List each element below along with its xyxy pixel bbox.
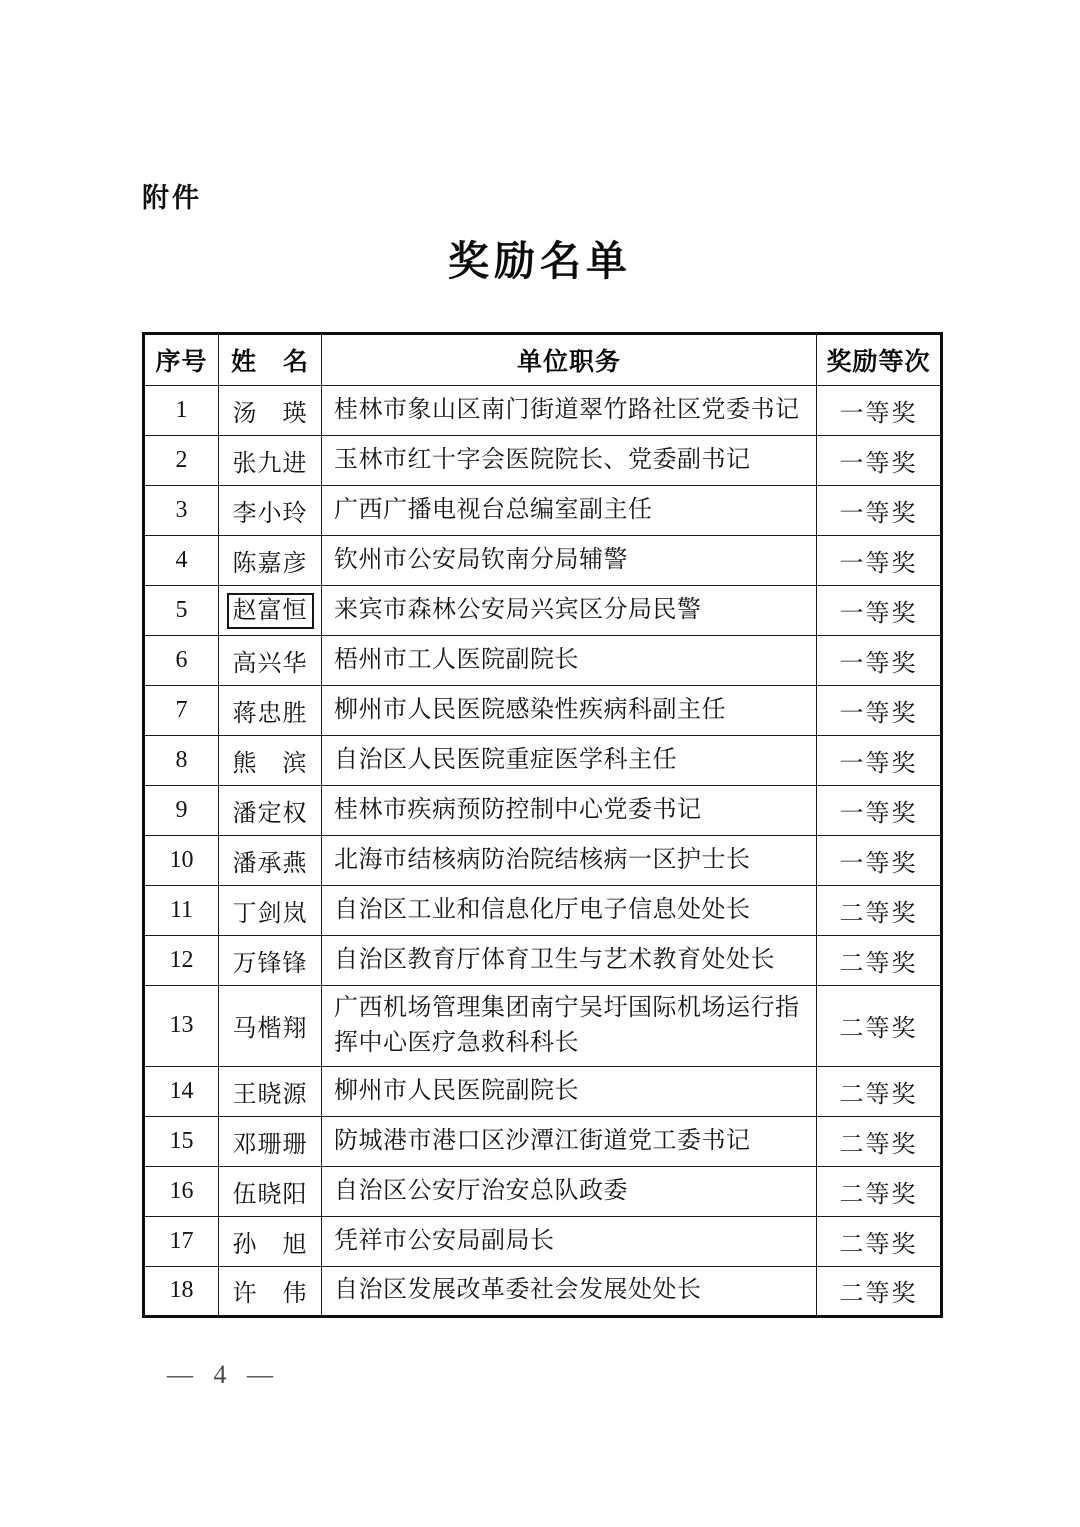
cell-award: 二等奖 [817,1166,942,1216]
cell-position: 玉林市红十字会医院院长、党委副书记 [322,436,817,486]
cell-index: 11 [144,886,219,936]
cell-award: 一等奖 [817,786,942,836]
cell-index: 18 [144,1266,219,1316]
cell-award: 二等奖 [817,1066,942,1116]
table-row [144,736,942,786]
attachment-label: 附件 [142,183,202,213]
cell-award: 一等奖 [817,736,942,786]
cell-name: 邓珊珊 [219,1116,322,1166]
cell-position: 柳州市人民医院感染性疾病科副主任 [322,686,817,736]
cell-award: 一等奖 [817,436,942,486]
cell-name: 丁剑岚 [219,886,322,936]
table-row [144,536,942,586]
cell-name [219,586,322,636]
cell-position: 自治区发展改革委社会发展处处长 [322,1266,817,1316]
cell-name: 马楷翔 [219,986,322,1067]
table-row [144,636,942,686]
cell-name: 万锋锋 [219,936,322,986]
cell-award: 一等奖 [817,586,942,636]
header-cell-name: 姓 名 [219,334,322,386]
table-row [144,1166,942,1216]
cell-name: 张九进 [219,436,322,486]
cell-position: 梧州市工人医院副院长 [322,636,817,686]
cell-index: 8 [144,736,219,786]
table-row [144,586,942,636]
cell-name: 许 伟 [219,1266,322,1316]
cell-index: 9 [144,786,219,836]
cell-award: 一等奖 [817,636,942,686]
cell-award: 二等奖 [817,886,942,936]
table-row [144,486,942,536]
cell-name: 孙 旭 [219,1216,322,1266]
cell-position: 广西机场管理集团南宁吴圩国际机场运行指挥中心医疗急救科科长 [322,986,817,1067]
cell-index: 5 [144,586,219,636]
cell-position: 北海市结核病防治院结核病一区护士长 [322,836,817,886]
cell-position: 钦州市公安局钦南分局辅警 [322,536,817,586]
cell-position: 来宾市森林公安局兴宾区分局民警 [322,586,817,636]
cell-award: 一等奖 [817,836,942,886]
cell-award: 二等奖 [817,936,942,986]
header-cell-position: 单位职务 [322,334,817,386]
table-row [144,1266,942,1316]
cell-name: 伍晓阳 [219,1166,322,1216]
table-row [144,836,942,886]
cell-index: 12 [144,936,219,986]
cell-index: 7 [144,686,219,736]
cell-name: 潘承燕 [219,836,322,886]
cell-award: 一等奖 [817,386,942,436]
cell-name: 李小玲 [219,486,322,536]
cell-position: 桂林市疾病预防控制中心党委书记 [322,786,817,836]
cell-position: 广西广播电视台总编室副主任 [322,486,817,536]
cell-index: 17 [144,1216,219,1266]
header-cell-award: 奖励等次 [817,334,942,386]
table-row [144,1066,942,1116]
cell-position: 自治区工业和信息化厅电子信息处处长 [322,886,817,936]
cell-position: 柳州市人民医院副院长 [322,1066,817,1116]
cell-index: 3 [144,486,219,536]
cell-name: 潘定权 [219,786,322,836]
cell-position: 凭祥市公安局副局长 [322,1216,817,1266]
cell-award: 一等奖 [817,486,942,536]
table-row [144,686,942,736]
table-row [144,386,942,436]
table-row [144,936,942,986]
cell-name: 高兴华 [219,636,322,686]
cell-index: 15 [144,1116,219,1166]
cell-index: 10 [144,836,219,886]
cell-award: 二等奖 [817,1116,942,1166]
cell-index: 1 [144,386,219,436]
cell-award: 二等奖 [817,986,942,1067]
table-row [144,1116,942,1166]
cell-index: 16 [144,1166,219,1216]
cell-name: 熊 滨 [219,736,322,786]
cell-name: 陈嘉彦 [219,536,322,586]
cell-position: 桂林市象山区南门街道翠竹路社区党委书记 [322,386,817,436]
cell-position: 自治区教育厅体育卫生与艺术教育处处长 [322,936,817,986]
cell-index: 6 [144,636,219,686]
cell-award: 一等奖 [817,686,942,736]
cell-award: 二等奖 [817,1266,942,1316]
boxed-name: 赵富恒 [227,593,314,629]
table-row [144,436,942,486]
table-row [144,986,942,1067]
cell-index: 13 [144,986,219,1067]
table-row [144,886,942,936]
footer-page-number: — 4 — [167,1360,275,1389]
document-title: 奖励名单 [448,238,632,284]
cell-name: 蒋忠胜 [219,686,322,736]
cell-index: 4 [144,536,219,586]
awards-table [142,332,943,1318]
cell-position: 自治区公安厅治安总队政委 [322,1166,817,1216]
cell-position: 自治区人民医院重症医学科主任 [322,736,817,786]
cell-index: 2 [144,436,219,486]
cell-position: 防城港市港口区沙潭江街道党工委书记 [322,1116,817,1166]
cell-award: 一等奖 [817,536,942,586]
header-cell-index: 序号 [144,334,219,386]
cell-award: 二等奖 [817,1216,942,1266]
table-header-row [144,334,942,386]
awards-table-body [144,386,942,1317]
cell-name: 汤 瑛 [219,386,322,436]
table-row [144,786,942,836]
cell-name: 王晓源 [219,1066,322,1116]
cell-index: 14 [144,1066,219,1116]
table-row [144,1216,942,1266]
